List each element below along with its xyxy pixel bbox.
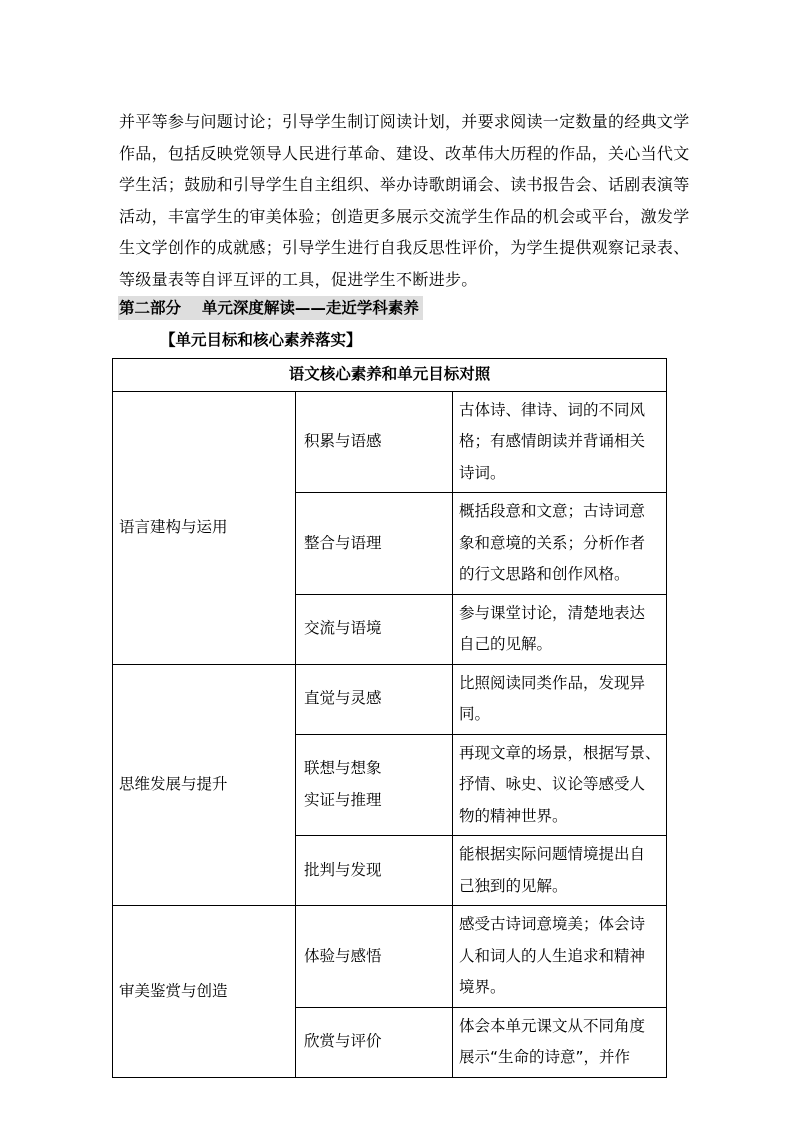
intro-line: 活动，丰富学生的审美体验；创造更多展示交流学生作品的机会或平台，激发学 [119, 206, 690, 226]
description-line: 的行文思路和创作风格。 [459, 565, 630, 583]
description-line: 比照阅读同类作品，发现异 [459, 673, 646, 692]
category-cell: 审美鉴赏与创造 [113, 906, 296, 1078]
subitem-cell [296, 391, 453, 493]
subitem-cell [296, 1007, 453, 1077]
sub-heading: 【单元目标和核心素养落实】 [160, 331, 362, 349]
subitem-cell [296, 836, 453, 906]
section-heading: 第二部分 单元深度解读——走近学科素养 [118, 296, 423, 320]
description-line: 抒情、咏史、议论等感受人 [459, 775, 646, 793]
description-line: 己独到的见解。 [459, 876, 568, 895]
description-line: 古体诗、律诗、词的不同风 [459, 400, 646, 419]
subitem-label: 整合与语理 [304, 533, 382, 552]
subitem-label: 联想与想象 [304, 759, 382, 778]
description-line: 参与课堂讨论，清楚地表达 [459, 603, 646, 622]
description-cell [453, 734, 667, 836]
intro-line: 并平等参与问题讨论；引导学生制订阅读计划，并要求阅读一定数量的经典文学 [119, 112, 690, 131]
subitem-label: 实证与推理 [304, 790, 382, 809]
description-line: 格；有感情朗读并背诵相关 [459, 432, 646, 450]
subitem-label: 批判与发现 [304, 860, 382, 879]
intro-line: 等级量表等自评互评的工具，促进学生不断进步。 [119, 269, 478, 289]
subitem-label: 体验与感悟 [304, 946, 382, 965]
description-line: 自己的见解。 [459, 635, 553, 653]
description-line: 再现文章的场景，根据写景、 [459, 743, 661, 762]
table-row [113, 391, 667, 493]
description-line: 物的精神世界。 [459, 806, 568, 825]
category-cell: 思维发展与提升 [113, 664, 296, 906]
description-line: 人和词人的人生追求和精神 [459, 946, 646, 965]
description-line: 同。 [459, 705, 491, 723]
subitem-label: 积累与语感 [304, 432, 382, 450]
description-line: 能根据实际问题情境提出自 [459, 845, 646, 863]
subitem-cell [296, 493, 453, 595]
category-cell: 语言建构与运用 [113, 391, 296, 664]
table-row [113, 906, 667, 1008]
description-cell [453, 836, 667, 906]
subitem-label: 交流与语境 [304, 619, 382, 638]
table-title: 语文核心素养和单元目标对照 [113, 359, 667, 392]
subitem-cell [296, 594, 453, 664]
description-line: 象和意境的关系；分析作者 [459, 533, 646, 552]
description-cell [453, 391, 667, 493]
table-row [113, 664, 667, 734]
description-cell [453, 493, 667, 595]
description-line: 概括段意和文意；古诗词意 [459, 502, 646, 520]
description-line: 境界。 [459, 978, 506, 996]
intro-paragraph [119, 106, 689, 296]
intro-line: 生文学创作的成就感；引导学生进行自我反思性评价，为学生提供观察记录表、 [119, 238, 690, 258]
description-cell [453, 906, 667, 1008]
description-line: 感受古诗词意境美；体会诗 [459, 915, 646, 933]
description-line: 体会本单元课文从不同角度 [459, 1016, 646, 1035]
subitem-cell [296, 906, 453, 1008]
intro-line: 作品，包括反映党领导人民进行革命、建设、改革伟大历程的作品，关心当代文 [119, 143, 690, 163]
description-cell [453, 594, 667, 664]
description-line: 诗词。 [459, 463, 506, 482]
description-cell [453, 1007, 667, 1077]
subitem-cell [296, 734, 453, 836]
literacy-goals-table [112, 358, 667, 1078]
subitem-label: 欣赏与评价 [304, 1032, 382, 1051]
subitem-label: 直觉与灵感 [304, 689, 382, 708]
subitem-cell [296, 664, 453, 734]
description-cell [453, 664, 667, 734]
description-line: 展示“生命的诗意”，并作 [459, 1048, 631, 1066]
table-header-row [113, 359, 667, 392]
intro-line: 学生活；鼓励和引导学生自主组织、举办诗歌朗诵会、读书报告会、话剧表演等 [119, 175, 690, 195]
